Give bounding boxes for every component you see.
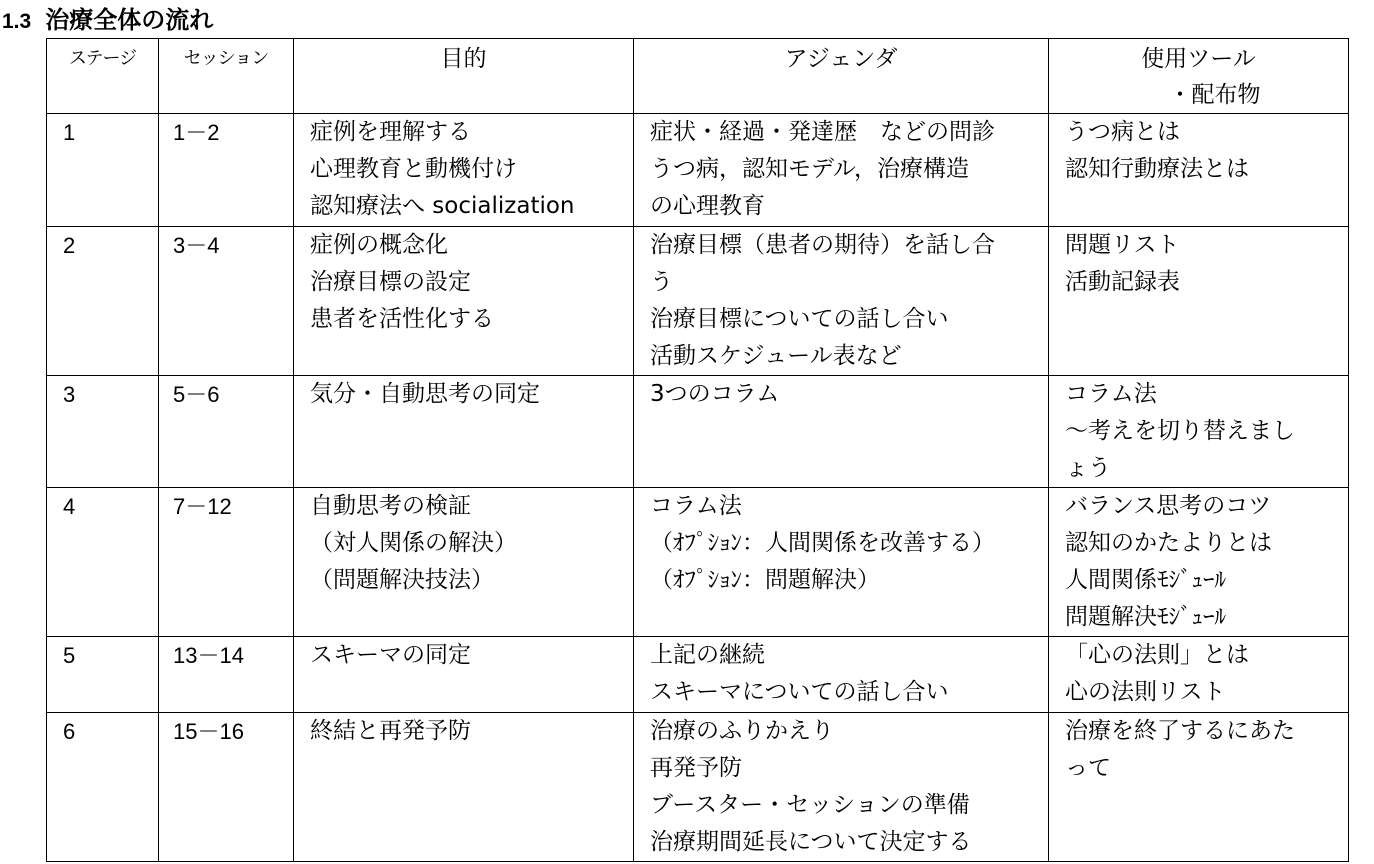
- agenda-line: 治療目標（患者の期待）を話し合: [650, 232, 995, 258]
- table-row: [47, 488, 1349, 637]
- header-session: セッション: [159, 39, 294, 114]
- tools-line: ょう: [1065, 455, 1111, 481]
- tools-line: 人間関係ﾓｼﾞｭｰﾙ: [1065, 567, 1226, 593]
- tools-line: バランス思考のコツ: [1065, 493, 1272, 519]
- table-row: [47, 637, 1349, 713]
- agenda-cell: [634, 376, 1049, 488]
- purpose-line: （対人関係の解決）: [310, 530, 517, 556]
- stage-cell: 1: [47, 114, 159, 227]
- session-cell: 5－6: [159, 376, 294, 488]
- purpose-line: （問題解決技法）: [310, 567, 494, 593]
- agenda-line: スキーマについての話し合い: [650, 679, 949, 705]
- stage-cell: 2: [47, 227, 159, 376]
- agenda-line: 治療期間延長について決定する: [650, 829, 972, 855]
- section-heading: [2, 4, 213, 38]
- tools-line: 認知のかたよりとは: [1065, 530, 1272, 556]
- purpose-line: スキーマの同定: [310, 642, 471, 668]
- tools-line: 治療を終了するにあた: [1065, 718, 1295, 744]
- agenda-line: 再発予防: [650, 755, 742, 781]
- section-title: 治療全体の流れ: [45, 6, 214, 34]
- purpose-cell: [294, 488, 634, 637]
- stage-cell: 4: [47, 488, 159, 637]
- agenda-line: うつ病，認知モデル，治療構造: [650, 156, 970, 182]
- treatment-flow-table: [46, 38, 1349, 862]
- tools-line: ～考えを切り替えまし: [1065, 418, 1295, 444]
- session-cell: 13－14: [159, 637, 294, 713]
- stage-cell: 3: [47, 376, 159, 488]
- purpose-cell: [294, 637, 634, 713]
- header-tools-line2: ・配布物: [1168, 82, 1261, 108]
- purpose-line: 症例を理解する: [310, 119, 471, 145]
- purpose-cell: [294, 713, 634, 862]
- tools-cell: [1049, 637, 1349, 713]
- tools-line: うつ病とは: [1065, 119, 1180, 145]
- session-cell: 3－4: [159, 227, 294, 376]
- purpose-line: 気分・自動思考の同定: [310, 381, 540, 407]
- session-cell: 1－2: [159, 114, 294, 227]
- stage-cell: 5: [47, 637, 159, 713]
- table-row: [47, 114, 1349, 227]
- purpose-line: 認知療法へ socialization: [310, 193, 575, 219]
- agenda-line: 3つのコラム: [650, 381, 780, 407]
- purpose-cell: [294, 227, 634, 376]
- tools-cell: [1049, 488, 1349, 637]
- purpose-line: 治療目標の設定: [310, 269, 471, 295]
- table-row: [47, 376, 1349, 488]
- purpose-line: 自動思考の検証: [310, 493, 471, 519]
- tools-line: 活動記録表: [1065, 269, 1180, 295]
- agenda-line: 症状・経過・発達歴 などの問診: [650, 119, 995, 145]
- header-agenda: アジェンダ: [634, 39, 1049, 114]
- agenda-line: （ｵﾌﾟｼｮﾝ：問題解決）: [650, 567, 880, 593]
- purpose-line: 終結と再発予防: [310, 718, 471, 744]
- table-row: [47, 227, 1349, 376]
- table-row: [47, 713, 1349, 862]
- session-cell: 15－16: [159, 713, 294, 862]
- agenda-line: 活動スケジュール表など: [650, 343, 902, 369]
- purpose-cell: [294, 376, 634, 488]
- agenda-cell: [634, 227, 1049, 376]
- stage-cell: 6: [47, 713, 159, 862]
- purpose-line: 心理教育と動機付け: [310, 156, 517, 182]
- tools-line: って: [1065, 755, 1111, 781]
- tools-cell: [1049, 227, 1349, 376]
- agenda-line: （ｵﾌﾟｼｮﾝ：人間関係を改善する）: [650, 530, 995, 556]
- tools-line: 問題解決ﾓｼﾞｭｰﾙ: [1065, 604, 1226, 630]
- tools-cell: [1049, 713, 1349, 862]
- tools-line: コラム法: [1065, 381, 1157, 407]
- agenda-line: 治療目標についての話し合い: [650, 306, 949, 332]
- tools-cell: [1049, 376, 1349, 488]
- tools-line: 問題リスト: [1065, 232, 1180, 258]
- agenda-line: ブースター・セッションの準備: [650, 792, 970, 818]
- tools-cell: [1049, 114, 1349, 227]
- tools-line: 「心の法則」とは: [1065, 642, 1249, 668]
- purpose-line: 症例の概念化: [310, 232, 448, 258]
- tools-line: 心の法則リスト: [1065, 679, 1226, 705]
- table-header-row: [47, 39, 1349, 114]
- purpose-line: 患者を活性化する: [310, 306, 494, 332]
- section-number: 1.3: [2, 10, 32, 33]
- purpose-cell: [294, 114, 634, 227]
- agenda-line: コラム法: [650, 493, 742, 519]
- header-stage: ステージ: [47, 39, 159, 114]
- header-tools-line1: 使用ツール: [1141, 46, 1256, 72]
- agenda-line: の心理教育: [650, 193, 765, 219]
- header-purpose: 目的: [294, 39, 634, 114]
- header-tools: [1049, 39, 1349, 114]
- agenda-cell: [634, 488, 1049, 637]
- agenda-cell: [634, 637, 1049, 713]
- agenda-cell: [634, 713, 1049, 862]
- agenda-line: う: [650, 269, 673, 295]
- agenda-cell: [634, 114, 1049, 227]
- session-cell: 7－12: [159, 488, 294, 637]
- agenda-line: 上記の継続: [650, 642, 765, 668]
- tools-line: 認知行動療法とは: [1065, 156, 1249, 182]
- agenda-line: 治療のふりかえり: [650, 718, 834, 744]
